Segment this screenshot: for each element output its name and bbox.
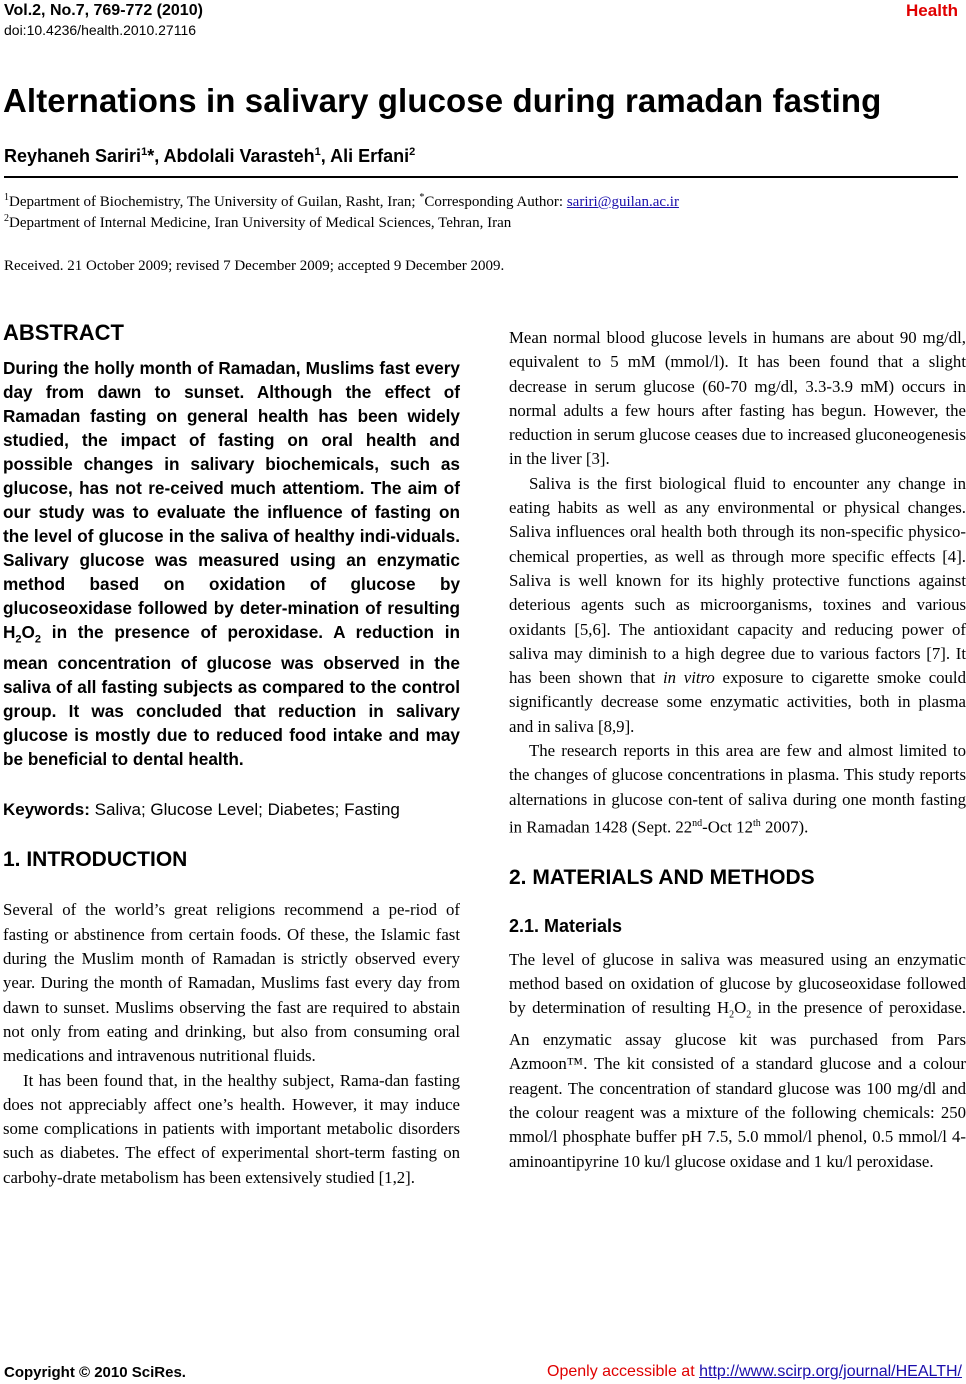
- keywords-label: Keywords:: [3, 800, 90, 820]
- author-affiliation-mark: 2: [409, 146, 416, 158]
- italic-term: in vitro: [662, 668, 715, 688]
- journal-name: Health: [906, 1, 958, 20]
- paragraph-part: in the presence of peroxidase. An enzymatic assay glucose kit was purchased from Pars Azmoon™. The kit consisted of a standard glucose and a colour reagent. The concentration of standard glucose was 100 mg/dl and the colour reagent was a mixture of the following chemicals: 250 mmol/l phosphate buffer pH 7.5, 5.0 mmol/l phenol, 0.5 mmol/l 4-aminoantipyrine 10 ku/l glucose oxidase and 1 ku/l peroxidase.: [509, 998, 966, 1171]
- subscript: 2: [34, 633, 42, 646]
- affiliation-mark: 1: [4, 192, 9, 203]
- intro-paragraph-5: [509, 739, 966, 840]
- received-dates: Received. 21 October 2009; revised 7 December 2009; accepted 9 December 2009.: [4, 258, 505, 274]
- intro-paragraph-4: [509, 472, 966, 739]
- abstract-text-part: in the presence of peroxidase. A reduction in mean concentration of glucose was observed in the saliva of all fasting subjects as compared to the control group. It was concluded that reduction in salivary glucose is mostly due to reduced food intake and may be beneficial to dental health.: [3, 622, 460, 770]
- affiliation-text: Department of Biochemistry, The University of Guilan, Rasht, Iran;: [9, 194, 420, 210]
- subscript: 2: [729, 1009, 735, 1021]
- title-divider: [4, 176, 958, 178]
- doi: doi:10.4236/health.2010.27116: [4, 22, 197, 38]
- paragraph-part: exposure to cigarette smoke could significantly decrease some enzymatic activities, both in plasma and in saliva [8,9].: [509, 668, 966, 736]
- intro-paragraph-3: Mean normal blood glucose levels in humans are about 90 mg/dl, equivalent to 5 mM (mmol/l). It has been found that a slight decrease in serum glucose (60-70 mg/dl, 3.3-3.9 mM) occurs in normal adults a few hours after fasting has begun. However, the reduction in serum glucose ceases due to increased gluconeogenesis in the liver [3].: [509, 328, 966, 469]
- paragraph-part: 2007).: [760, 817, 809, 837]
- affiliation-2: [4, 213, 511, 232]
- article-title: Alternations in salivary glucose during ramadan fasting: [3, 82, 882, 119]
- superscript: nd: [692, 817, 703, 829]
- corresponding-mark: *: [147, 146, 155, 166]
- open-access-label: Openly accessible at: [547, 1363, 700, 1380]
- author-list: Reyhaneh Sariri$^1$*, Abdolali Varasteh$^1$, Ali Erfani$^2$: [4, 146, 416, 166]
- intro-paragraph-2: It has been found that, in the healthy subject, Rama-dan fasting does not appreciably affect one’s health. However, it may induce some complications in patients with important metabolic disorders such as diabetes. The effect of experimental short-term fasting on carbohy-drate metabolism has been extensively studied [1,2].: [3, 1070, 460, 1187]
- keywords: [3, 798, 460, 822]
- left-column: [3, 320, 460, 1190]
- abstract-text-part: During the holly month of Ramadan, Muslims fast every day from dawn to sunset. Although the effect of Ramadan fasting on general health has been widely studied, the impact of fasting on oral health and possible changes in salivary biochemicals, such as glucose, has not re-ceived much attentiom. The aim of our study was to evaluate the influence of fasting on the level of glucose in the saliva of healthy indi-viduals. Salivary glucose was measured using an enzymatic method based on oxidation of glucose by glucoseoxidase followed by deter-mination of resulting H: [3, 358, 460, 642]
- subscript: 2: [15, 633, 22, 646]
- author-affiliation-mark: 1: [314, 146, 321, 158]
- volume-info: Vol.2, No.7, 769-772 (2010): [4, 2, 203, 19]
- affiliation-mark: 2: [4, 213, 9, 224]
- author-email-link[interactable]: sariri@guilan.ac.ir: [566, 194, 679, 210]
- copyright-notice: Copyright © 2010 SciRes.: [4, 1364, 186, 1381]
- subsection-heading-materials: 2.1. Materials: [509, 915, 623, 936]
- paragraph-part: -Oct 12: [702, 817, 753, 837]
- author-name: Ali Erfani: [330, 146, 410, 166]
- abstract-text-part: O: [21, 622, 35, 642]
- right-column: [509, 326, 966, 1174]
- subscript: 2: [746, 1009, 752, 1021]
- author-name: Abdolali Varasteh: [163, 146, 315, 166]
- paragraph-part: The research reports in this area are few and almost limited to the changes of glucose concentrations in plasma. This study reports alternations in glucose con-tent of saliva during one month fasting in Ramadan 1428 (Sept. 22: [509, 741, 966, 837]
- author-affiliation-mark: 1: [141, 146, 148, 158]
- paragraph-part: O: [734, 998, 747, 1018]
- section-heading-methods: 2. MATERIALS AND METHODS: [509, 865, 815, 889]
- methods-paragraph-1: [509, 948, 966, 1174]
- open-access-notice: [547, 1363, 962, 1381]
- abstract-heading: ABSTRACT: [3, 320, 124, 345]
- keywords-list: Saliva; Glucose Level; Diabetes; Fasting: [89, 800, 400, 820]
- corresponding-label: Corresponding Author:: [424, 194, 567, 210]
- abstract-text: [3, 356, 460, 771]
- superscript: th: [752, 817, 761, 829]
- section-heading-introduction: 1. INTRODUCTION: [3, 848, 188, 872]
- affiliation-text: Department of Internal Medicine, Iran University of Medical Sciences, Tehran, Iran: [9, 215, 512, 231]
- paragraph-part: Saliva is the first biological fluid to encounter any change in eating habits as well as any environmental or physical changes. Saliva influences oral health both through its non-specific physico-chemical properties, as well as through more specific effects [4]. Saliva is well known for its highly protective functions against deterious agents such as microorganisms, toxines and various oxidants [5,6]. The antioxidant capacity and reducing power of saliva may diminish to a high degree due to various factors [7]. It has been shown that: [509, 473, 966, 688]
- author-name: Reyhaneh Sariri: [4, 146, 142, 166]
- affiliation-1: [4, 192, 679, 211]
- paragraph-part: The level of glucose in saliva was measured using an enzymatic method based on oxidation of glucose by glucoseoxidase followed by determination of resulting H: [509, 949, 966, 1018]
- intro-paragraph-1: Several of the world’s great religions recommend a pe-riod of fasting or abstinence from certain foods. Of these, the Islamic fast during the Muslim month of Ramadan is strictly observed every year. During the month of Ramadan, Muslims fast every day from dawn to sunset. Muslims observing the fast are required to abstain not only from eating and drinking, but also from consuming oral medications and intravenous nutritional fluids.: [3, 900, 460, 1066]
- corresponding-mark: *: [419, 192, 425, 203]
- journal-url-link[interactable]: http://www.scirp.org/journal/HEALTH/: [699, 1363, 962, 1380]
